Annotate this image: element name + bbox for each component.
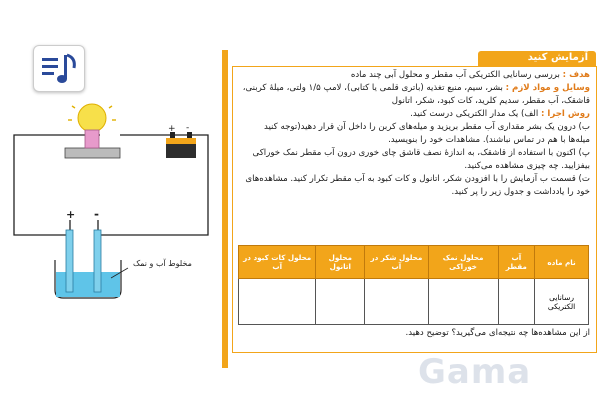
materials-line: وسایل و مواد لازم : بشر، سیم، منبع تغذیه (باتری قلمی یا کتابی)، لامپ ۱/۵ ولتی، میلهٔ کربنی، [242, 83, 590, 93]
panel-accent-strip [222, 50, 228, 368]
table-header-cell: محلول نمک خوراکی [428, 246, 498, 279]
table-cell[interactable] [428, 279, 498, 325]
electrode-positive [66, 230, 73, 292]
observations-table [238, 245, 589, 325]
audio-button[interactable] [33, 45, 85, 92]
step-t-line-2: خود را یادداشت و جدول زیر را پر کنید. [451, 187, 590, 197]
table-cell[interactable] [365, 279, 428, 325]
lamp-base-plate [65, 148, 120, 158]
circuit-diagram [0, 100, 222, 370]
table-row [239, 279, 589, 325]
liquid [56, 272, 120, 297]
procedure-line: روش اجرا : الف) یک مدار الکتریکی درست کنید. [410, 109, 590, 119]
step-t-line: ت) قسمت ب آزمایش را با افزودن شکر، اتانول و کات کبود به آب مقطر تکرار کنید. مشاهده‌های [245, 174, 590, 184]
electrode-minus-sign: - [94, 207, 99, 221]
table-header-row [239, 246, 589, 279]
step-p-line: پ) اکنون با استفاده از قاشقک، به اندازهٔ نصف قاشق چای خوری درون آب مقطر نمک خوراکی [252, 148, 590, 158]
table-cell: رسانایی الکتریکی [535, 279, 589, 325]
beaker [55, 230, 128, 298]
svg-text:-: - [186, 123, 190, 133]
solution-label: مخلوط آب و نمک [133, 259, 192, 268]
table-header-cell: محلول کات کبود در آب [239, 246, 316, 279]
activity-title: آزمایش کنید [527, 52, 588, 63]
step-p-line-2: بیفزایید. چه چیزی مشاهده می‌کنید. [464, 161, 590, 171]
question-line: از این مشاهده‌ها چه نتیجه‌ای می‌گیرید؟ توضیح دهید. [405, 328, 590, 338]
activity-header [478, 51, 596, 67]
electrode-plus-sign: + [66, 208, 76, 221]
table-header-cell: محلول شکر در آب [365, 246, 428, 279]
table-cell[interactable] [498, 279, 535, 325]
music-note-icon [34, 46, 84, 91]
electrode-negative [94, 230, 101, 292]
materials-line-2: قاشقک، آب مقطر، سدیم کلرید، کات کبود، شکر، اتانول [391, 96, 590, 106]
table-cell[interactable] [239, 279, 316, 325]
watermark: Gama [418, 352, 532, 392]
svg-text:+: + [168, 124, 176, 134]
table-cell[interactable] [316, 279, 365, 325]
battery [166, 123, 196, 158]
step-b-line-2: میله‌ها با هم در تماس نباشند). مشاهدات خود را بنویسید. [388, 135, 590, 145]
table-header-cell: نام ماده [535, 246, 589, 279]
table-header-cell: محلول اتانول [316, 246, 365, 279]
step-b-line: ب) درون یک بشر مقداری آب مقطر بریزید و میله‌های کربن را داخل آن قرار دهید(توجه کنید [263, 122, 590, 132]
lamp [68, 100, 116, 148]
table-header-cell: آب مقطر [498, 246, 535, 279]
goal-line: هدف : بررسی رسانایی الکتریکی آب مقطر و محلول آبی چند ماده [350, 70, 590, 80]
